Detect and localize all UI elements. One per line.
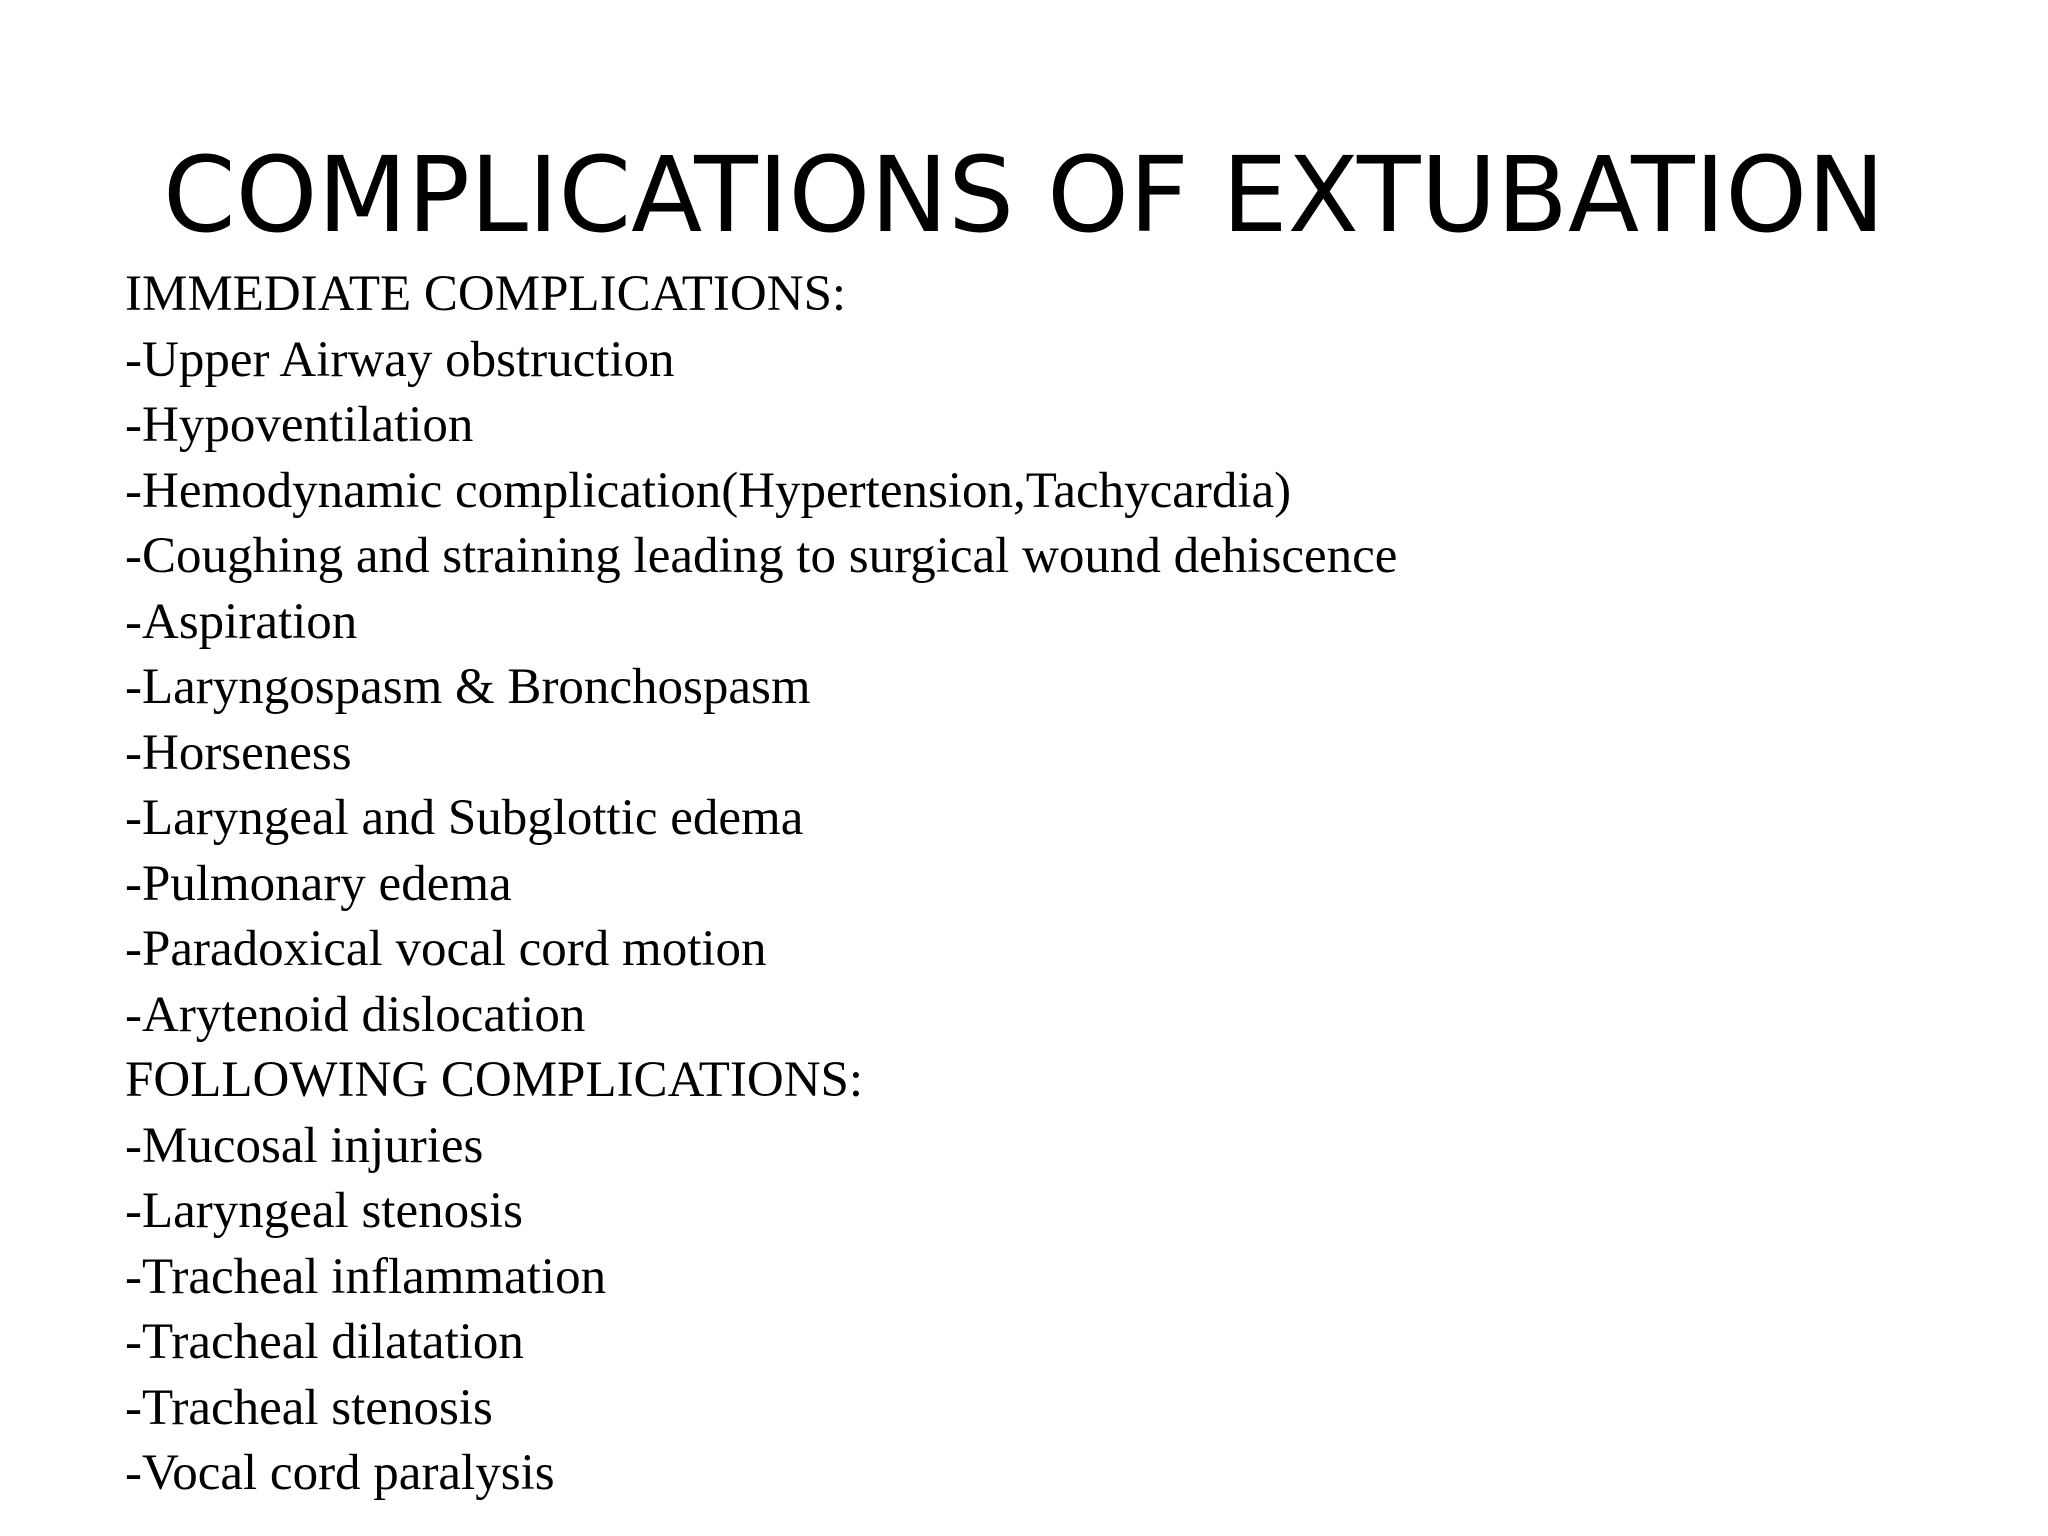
section-heading-following: FOLLOWING COMPLICATIONS: (125, 1052, 864, 1108)
list-item: -Laryngospasm & Bronchospasm (125, 659, 811, 715)
list-item: -Tracheal dilatation (125, 1314, 524, 1370)
section-heading-immediate: IMMEDIATE COMPLICATIONS: (125, 266, 847, 322)
list-item: -Paradoxical vocal cord motion (125, 921, 767, 977)
list-item: -Laryngeal stenosis (125, 1183, 523, 1239)
list-item: -Laryngeal and Subglottic edema (125, 790, 804, 846)
list-item: -Upper Airway obstruction (125, 331, 675, 388)
slide-body (125, 262, 1985, 1507)
list-item: -Hypoventilation (125, 397, 474, 453)
list-item: -Tracheal stenosis (125, 1379, 493, 1436)
list-item: -Vocal cord paralysis (125, 1445, 555, 1501)
list-item: -Horseness (125, 724, 352, 781)
list-item: -Hemodynamic complication(Hypertension,Tachycardia) (125, 462, 1292, 519)
list-item: -Mucosal injuries (125, 1117, 484, 1174)
slide-title: COMPLICATIONS OF EXTUBATION (163, 134, 1885, 256)
list-item: -Arytenoid dislocation (125, 986, 586, 1043)
list-item: -Aspiration (125, 593, 358, 650)
list-item: -Coughing and straining leading to surgical wound dehiscence (125, 528, 1398, 584)
list-item: -Tracheal inflammation (125, 1248, 607, 1305)
list-item: -Pulmonary edema (125, 855, 512, 912)
